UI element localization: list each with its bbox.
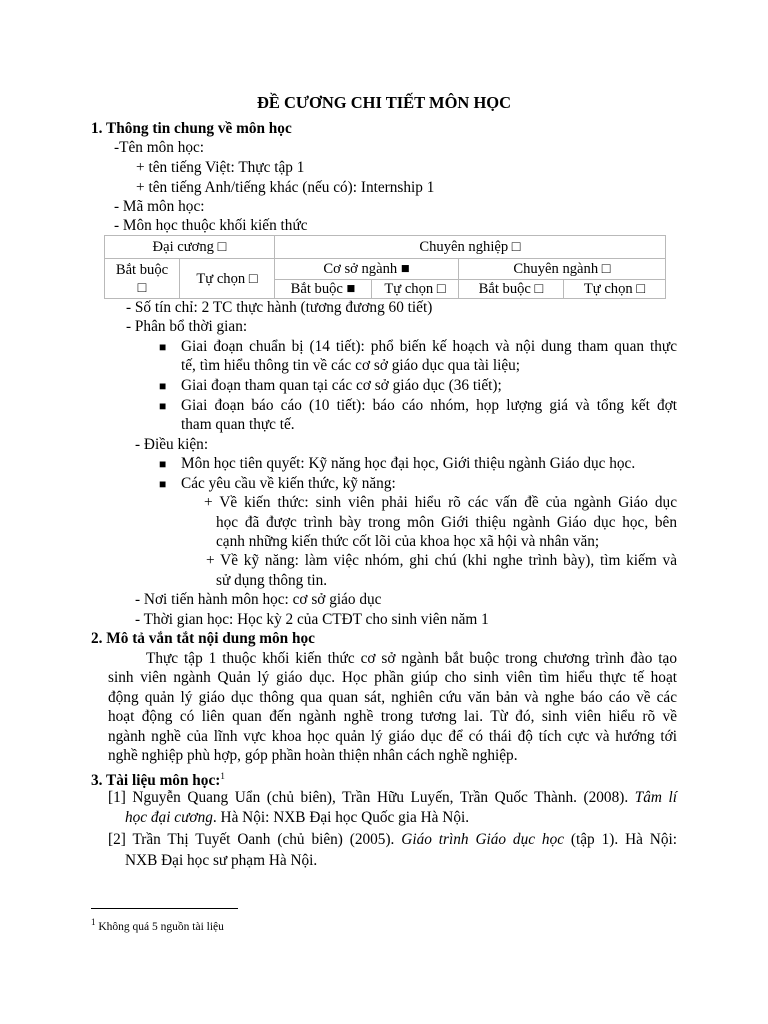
knowledge-block-label: - Môn học thuộc khối kiến thức: [114, 217, 308, 234]
table-cell-chuyen-nganh: Chuyên ngành □: [459, 259, 666, 280]
reference-1-title-rest: học đại cương: [125, 809, 213, 826]
schedule-line: - Thời gian học: Học kỳ 2 của CTĐT cho sinh viên năm 1: [135, 611, 489, 628]
phase-3-line-2: tham quan thực tế.: [181, 416, 295, 433]
conditions-label: - Điều kiện:: [135, 436, 209, 453]
description-line-4: hoạt động có liên quan đến ngành nghề trong tương lai. Từ đó, sinh viên hiểu rõ về: [108, 708, 677, 725]
reference-1-title-part: Tâm lí: [634, 789, 678, 806]
table-cell-co-so-bat-buoc: Bắt buộc ■: [275, 280, 372, 299]
knowledge-req-line-3: cạnh những kiến thức cốt lõi của khoa học xã hội và nhân văn;: [216, 533, 600, 550]
table-cell-chuyen-nganh-tu-chon: Tự chọn □: [564, 280, 666, 299]
table-cell-chuyen-nganh-bat-buoc: Bắt buộc □: [459, 280, 564, 299]
prerequisite-line: Môn học tiên quyết: Kỹ năng học đại học, Giới thiệu ngành Giáo dục học.: [181, 455, 636, 472]
skill-req-line-2: sử dụng thông tin.: [216, 572, 328, 589]
reference-2-title: Giáo trình Giáo dục học: [401, 831, 565, 848]
course-name-vietnamese: + tên tiếng Việt: Thực tập 1: [136, 159, 305, 176]
square-bullet-icon: ■: [159, 379, 167, 393]
table-cell-tu-chon-general: Tự chọn □: [180, 259, 275, 299]
phase-1-line-2: tế, tìm hiểu thông tin về các cơ sở giáo dục qua tài liệu;: [181, 357, 521, 374]
footnote-separator: [91, 908, 238, 909]
phase-1-line-1: Giai đoạn chuẩn bị (14 tiết): phổ biến kế hoạch và nội dung tham quan thực: [181, 338, 677, 355]
description-line-2: sinh viên ngành Quản lý giáo dục. Học phần giúp cho sinh viên tìm hiểu thực tế hoạt: [108, 669, 677, 686]
description-line-6: nghề nghiệp phù hợp, góp phần hoàn thiện nhân cách nghề nghiệp.: [108, 747, 518, 764]
skill-req-line-1: + Về kỹ năng: làm việc nhóm, ghi chú (khi nghe trình bày), tìm kiếm và: [206, 552, 677, 569]
knowledge-block-table: [104, 235, 666, 299]
reference-1-publisher: . Hà Nội: NXB Đại học Quốc gia Hà Nội.: [212, 809, 470, 826]
footnote-text: Không quá 5 nguồn tài liệu: [98, 920, 224, 933]
document-title: ĐỀ CƯƠNG CHI TIẾT MÔN HỌC: [256, 93, 512, 112]
table-cell-co-so-nganh: Cơ sở ngành ■: [275, 259, 459, 280]
reference-1-authors: [1] Nguyễn Quang Uẩn (chủ biên), Trần Hữu Luyến, Trần Quốc Thành. (2008).: [108, 789, 629, 806]
footnote: [91, 914, 224, 935]
description-line-1: Thực tập 1 thuộc khối kiến thức cơ sở ngành bắt buộc trong chương trình đào tạo: [146, 650, 677, 667]
table-cell-bat-buoc-general: [105, 259, 180, 299]
course-name-label: -Tên môn học:: [114, 139, 205, 156]
table-cell-chuyen-nghiep: Chuyên nghiệp □: [275, 236, 666, 259]
reference-2-line-1: [108, 830, 677, 850]
requirements-label: Các yêu cầu về kiến thức, kỹ năng:: [181, 475, 396, 492]
course-code-label: - Mã môn học:: [114, 198, 205, 215]
knowledge-req-line-1: + Về kiến thức: sinh viên phải hiểu rõ các vấn đề của ngành Giáo dục: [204, 494, 677, 511]
footnote-mark: 1: [91, 917, 96, 927]
section-3-heading: 3. Tài liệu môn học:: [91, 772, 221, 790]
reference-2-volume: (tập 1). Hà Nội:: [570, 831, 678, 848]
reference-2-line-2: NXB Đại học sư phạm Hà Nội.: [125, 852, 318, 869]
table-cell-dai-cuong: Đại cương □: [105, 236, 275, 259]
reference-2-authors: [2] Trần Thị Tuyết Oanh (chủ biên) (2005).: [108, 831, 395, 848]
section-1-heading: 1. Thông tin chung về môn học: [91, 120, 292, 137]
square-bullet-icon: ■: [159, 399, 167, 413]
time-allocation-label: - Phân bổ thời gian:: [126, 318, 248, 335]
bat-buoc-label: Bắt buộc: [115, 261, 169, 278]
table-cell-co-so-tu-chon: Tự chọn □: [372, 280, 459, 299]
square-bullet-icon: ■: [159, 457, 167, 471]
location-line: - Nơi tiến hành môn học: cơ sở giáo dục: [135, 591, 382, 608]
credits-line: - Số tín chỉ: 2 TC thực hành (tương đương 60 tiết): [126, 299, 433, 316]
reference-1-line-2: [125, 808, 469, 828]
description-line-5: ngành nghề của lĩnh vực khoa học quản lý giáo dục để có thái độ tích cực và hướng tới: [108, 728, 677, 745]
square-bullet-icon: ■: [159, 340, 167, 354]
footnote-ref: 1: [220, 771, 225, 781]
bat-buoc-checkbox: □: [137, 279, 147, 296]
description-line-3: động quản lý giáo dục thông qua quan sát, nghiên cứu văn bản và nghe báo cáo về các: [108, 689, 677, 706]
course-name-english: + tên tiếng Anh/tiếng khác (nếu có): Internship 1: [136, 179, 435, 196]
reference-1-line-1: [108, 788, 677, 808]
phase-2-line: Giai đoạn tham quan tại các cơ sở giáo dục (36 tiết);: [181, 377, 502, 394]
knowledge-req-line-2: học đã được trình bày trong môn Giới thiệu ngành Giáo dục học, bên: [216, 514, 677, 531]
section-2-heading: 2. Mô tả vắn tắt nội dung môn học: [91, 630, 315, 647]
square-bullet-icon: ■: [159, 477, 167, 491]
phase-3-line-1: Giai đoạn báo cáo (10 tiết): báo cáo nhóm, họp lượng giá và tổng kết đợt: [181, 397, 677, 414]
